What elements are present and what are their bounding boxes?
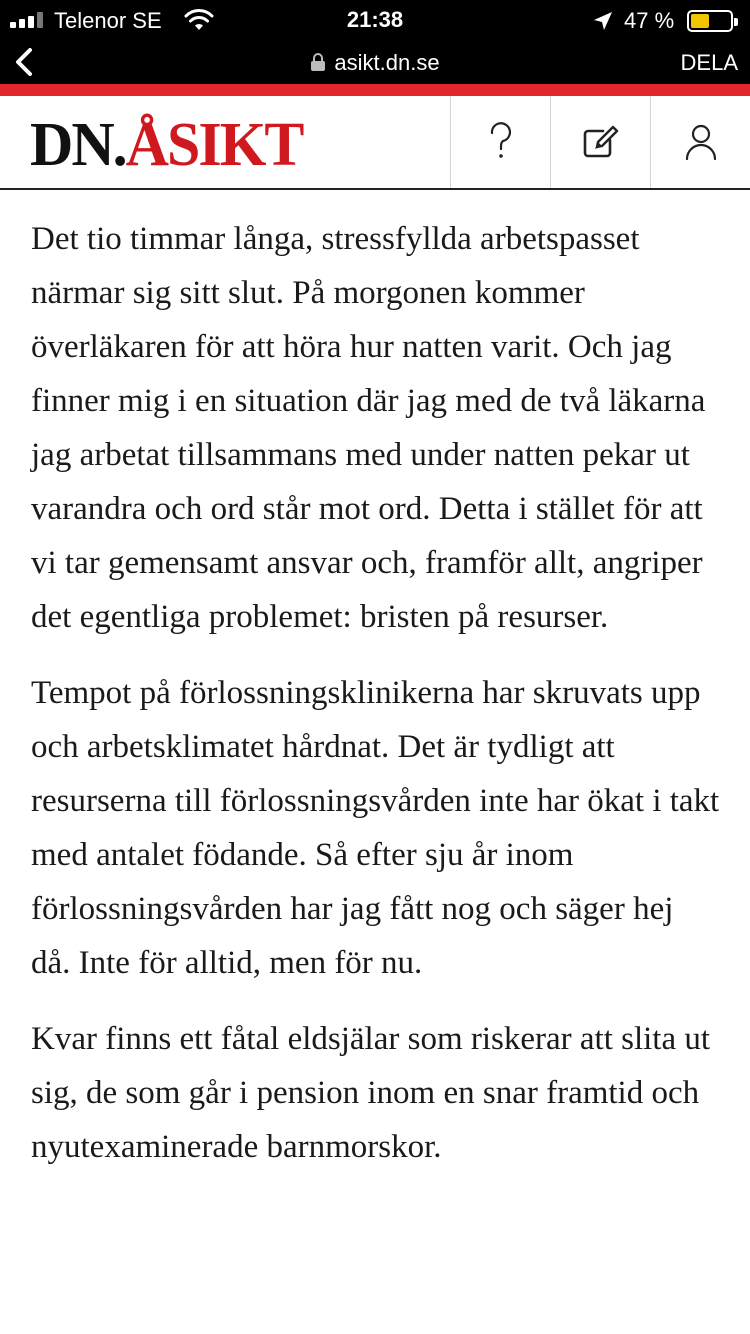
battery-level [691, 14, 709, 28]
site-header [0, 96, 750, 190]
url-display[interactable] [0, 50, 750, 76]
user-account-button[interactable] [650, 96, 750, 188]
browser-url-bar [0, 40, 750, 84]
dn-asikt-logo[interactable] [30, 109, 303, 179]
battery-icon [687, 10, 733, 32]
article-paragraph: Kvar finns ett fåtal eldsjälar som riskerar att slita ut sig, de som går i pension inom en snar framtid och nyutexaminerade barnmorskor. [31, 1021, 711, 1165]
lock-icon [310, 52, 326, 72]
article-body [31, 212, 721, 1196]
question-mark-icon [486, 122, 516, 162]
article-paragraph: Tempot på förlossningsklinikerna har skruvats upp och arbetsklimatet hårdnat. Det är tydligt att resurserna till förlossningsvården inte har ökat i takt med antalet födande. Så efter sju år inom förlossningsvården har jag fått nog och säger hej då. Inte för alltid, men för nu. [31, 675, 720, 981]
location-arrow-icon [592, 10, 614, 32]
url-text: asikt.dn.se [334, 50, 440, 75]
status-bar [0, 0, 750, 40]
write-button[interactable] [550, 96, 650, 188]
edit-icon [583, 125, 619, 159]
clock: 21:38 [346, 7, 404, 32]
article-paragraph: Det tio timmar långa, stressfyllda arbetspasset närmar sig sitt slut. På morgonen kommer överläkaren för att höra hur natten varit. Och jag finner mig i en situation där jag med de två läkarna jag arbetat tillsammans med under natten pekar ut varandra och ord står mot ord. Detta i stället för att vi tar gemensamt ansvar och, framför allt, angriper det egentliga problemet: bristen på resurser. [31, 221, 706, 635]
help-button[interactable] [450, 96, 550, 188]
user-icon [684, 123, 718, 161]
carrier-name: Telenor SE [54, 8, 162, 33]
logo-asikt: ÅSIKT [125, 109, 303, 179]
logo-dn: DN. [30, 109, 126, 179]
battery-percentage: 47 % [624, 8, 675, 33]
share-button[interactable]: DELA [680, 50, 738, 75]
brand-accent-bar [0, 84, 750, 96]
